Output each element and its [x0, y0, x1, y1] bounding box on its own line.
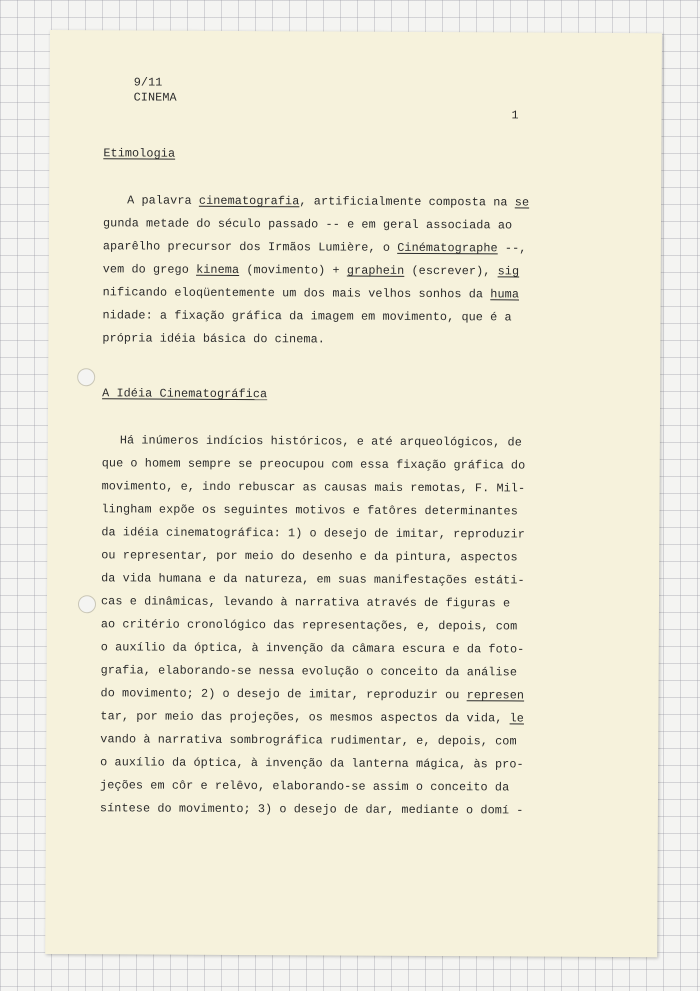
punch-hole [78, 595, 96, 613]
header-number: 9/11 [133, 75, 163, 90]
paragraph-line: Há inúmeros indícios históricos, e até arqueológicos, de [119, 433, 522, 450]
paragraph-line: vem do grego kinema (movimento) + graphein (escrever), sig [102, 262, 520, 279]
paragraph-line: grafia, elaborando-se nessa evolução o conceito da análise [100, 663, 518, 680]
paragraph-line: jeções em côr e relêvo, elaborando-se assim o conceito da [100, 778, 510, 795]
paragraph-line: ao critério cronológico das representações, e, depois, com [100, 617, 518, 634]
paragraph-line: lingham expõe os seguintes motivos e fatôres determinantes [101, 502, 518, 519]
paragraph-line: da vida humana e da natureza, em suas manifestações estáti- [101, 571, 525, 588]
paragraph-line: gunda metade do século passado -- e em geral associada ao [102, 216, 513, 233]
paragraph-line: tar, por meio das projeções, os mesmos aspectos da vida, le [100, 709, 525, 726]
paragraph-line: nidade: a fixação gráfica da imagem em movimento, que é a [102, 308, 512, 325]
header-title: CINEMA [133, 90, 177, 105]
paragraph-line: da idéia cinematográfica: 1) o desejo de imitar, reproduzir [101, 525, 525, 542]
paragraph-line: ou representar, por meio do desenho e da pintura, aspectos [101, 548, 518, 565]
punch-hole [77, 368, 95, 386]
paragraph-line: aparêlho precursor dos Irmãos Lumière, o Cinématographe --, [102, 239, 527, 256]
paragraph-line: vando à narrativa sombrográfica rudimentar, e, depois, com [100, 732, 517, 749]
paragraph-line: que o homem sempre se preocupou com essa fixação gráfica do [101, 456, 526, 473]
typewritten-page [45, 30, 662, 957]
paragraph-line: do movimento; 2) o desejo de imitar, reproduzir ou represen [100, 686, 525, 703]
section-heading-ideia-cinematografica: A Idéia Cinematográfica [102, 386, 268, 402]
paragraph-line: movimento, e, indo rebuscar as causas mais remotas, F. Mil- [101, 479, 526, 496]
paragraph-line: o auxílio da óptica, à invenção da câmara escura e da foto- [100, 640, 525, 657]
paragraph-line: nificando eloqüentemente um dos mais velhos sonhos da huma [102, 285, 520, 302]
paragraph-line: o auxílio da óptica, à invenção da lanterna mágica, às pro- [100, 755, 524, 772]
page-number: 1 [511, 108, 519, 123]
paragraph-line: própria idéia básica do cinema. [102, 331, 325, 347]
paragraph-line: A palavra cinematografia, artificialmente composta na se [127, 193, 530, 210]
paragraph-line: síntese do movimento; 3) o desejo de dar, mediante o domí - [99, 801, 524, 818]
section-heading-etimologia: Etimologia [103, 146, 176, 161]
paragraph-line: cas e dinâmicas, levando à narrativa através de figuras e [100, 594, 511, 611]
